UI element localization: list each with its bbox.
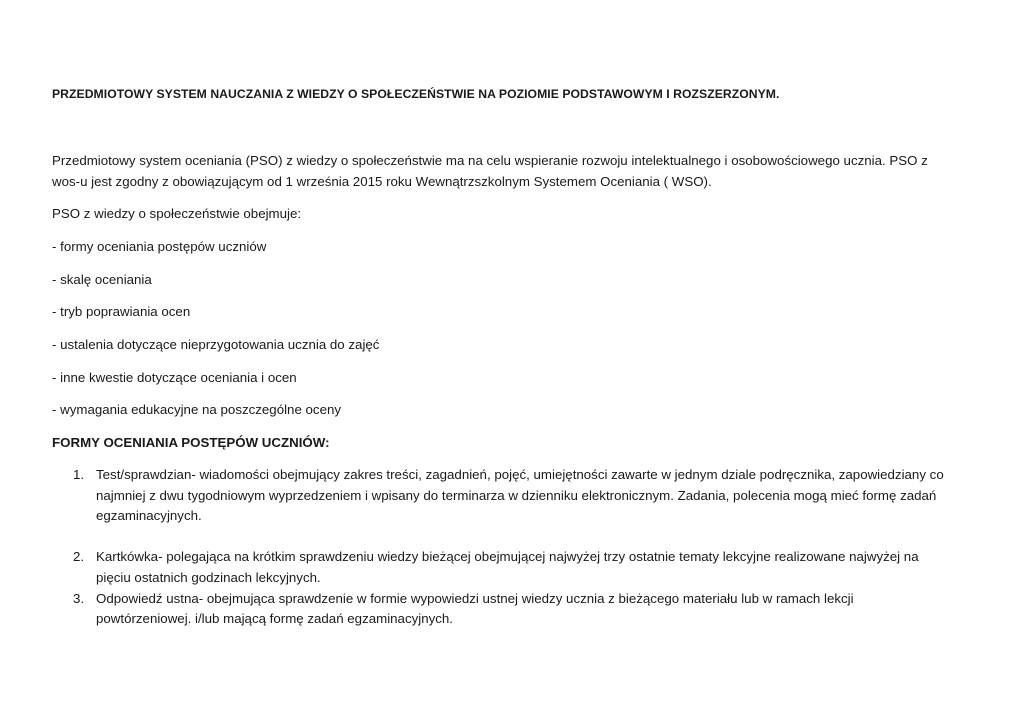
list-item [52, 465, 952, 527]
list-item [52, 589, 952, 630]
list-item-number: 2. [73, 549, 85, 565]
includes-item: - skalę oceniania [52, 272, 152, 287]
list-item-number: 1. [73, 467, 85, 482]
forms-list [52, 465, 952, 630]
list-item [52, 547, 952, 588]
list-item-text: Kartkówka- polegająca na krótkim sprawdzeniu wiedzy bieżącej obejmującej najwyżej trzy ostatnie tematy lekcyjne realizowane najwyżej na pięciu ostatnich godzinach lekcyjnych. [96, 549, 919, 585]
list-item-text: Test/sprawdzian- wiadomości obejmujący zakres treści, zagadnień, pojęć, umiejętności zawarte w jednym dziale podręcznika, zapowiedziany co najmniej z dwu tygodniowym wyprzedzeniem i wpisany do terminarza w dzienniku elektronicznym. Zadania, polecenia mogą mieć formę zadań egzaminacyjnych. [96, 467, 944, 524]
includes-item: - inne kwestie dotyczące oceniania i ocen [52, 370, 297, 385]
document-title: PRZEDMIOTOWY SYSTEM NAUCZANIA Z WIEDZY O SPOŁECZEŃSTWIE NA POZIOMIE PODSTAWOWYM I ROZSZERZONYM. [52, 87, 780, 101]
section-heading: FORMY OCENIANIA POSTĘPÓW UCZNIÓW: [52, 435, 330, 450]
intro-paragraph: Przedmiotowy system oceniania (PSO) z wiedzy o społeczeństwie ma na celu wspieranie rozwoju intelektualnego i osobowościowego ucznia. PSO z wos-u jest zgodny z obowiązującym od 1 września 2015 roku Wewnątrzszkolnym Systemem Oceniania ( WSO). [52, 153, 928, 189]
includes-item: - tryb poprawiania ocen [52, 304, 191, 319]
includes-heading: PSO z wiedzy o społeczeństwie obejmuje: [52, 206, 302, 221]
includes-item: - wymagania edukacyjne na poszczególne oceny [52, 402, 342, 417]
includes-item: - ustalenia dotyczące nieprzygotowania ucznia do zajęć [52, 337, 380, 352]
list-item-number: 3. [73, 590, 85, 606]
list-item-text: Odpowiedź ustna- obejmująca sprawdzenie w formie wypowiedzi ustnej wiedzy ucznia z bieżącego materiału lub w ramach lekcji powtórzeniowej. i/lub mającą formę zadań egzaminacyjnych. [96, 590, 854, 627]
includes-item: - formy oceniania postępów uczniów [52, 239, 267, 254]
